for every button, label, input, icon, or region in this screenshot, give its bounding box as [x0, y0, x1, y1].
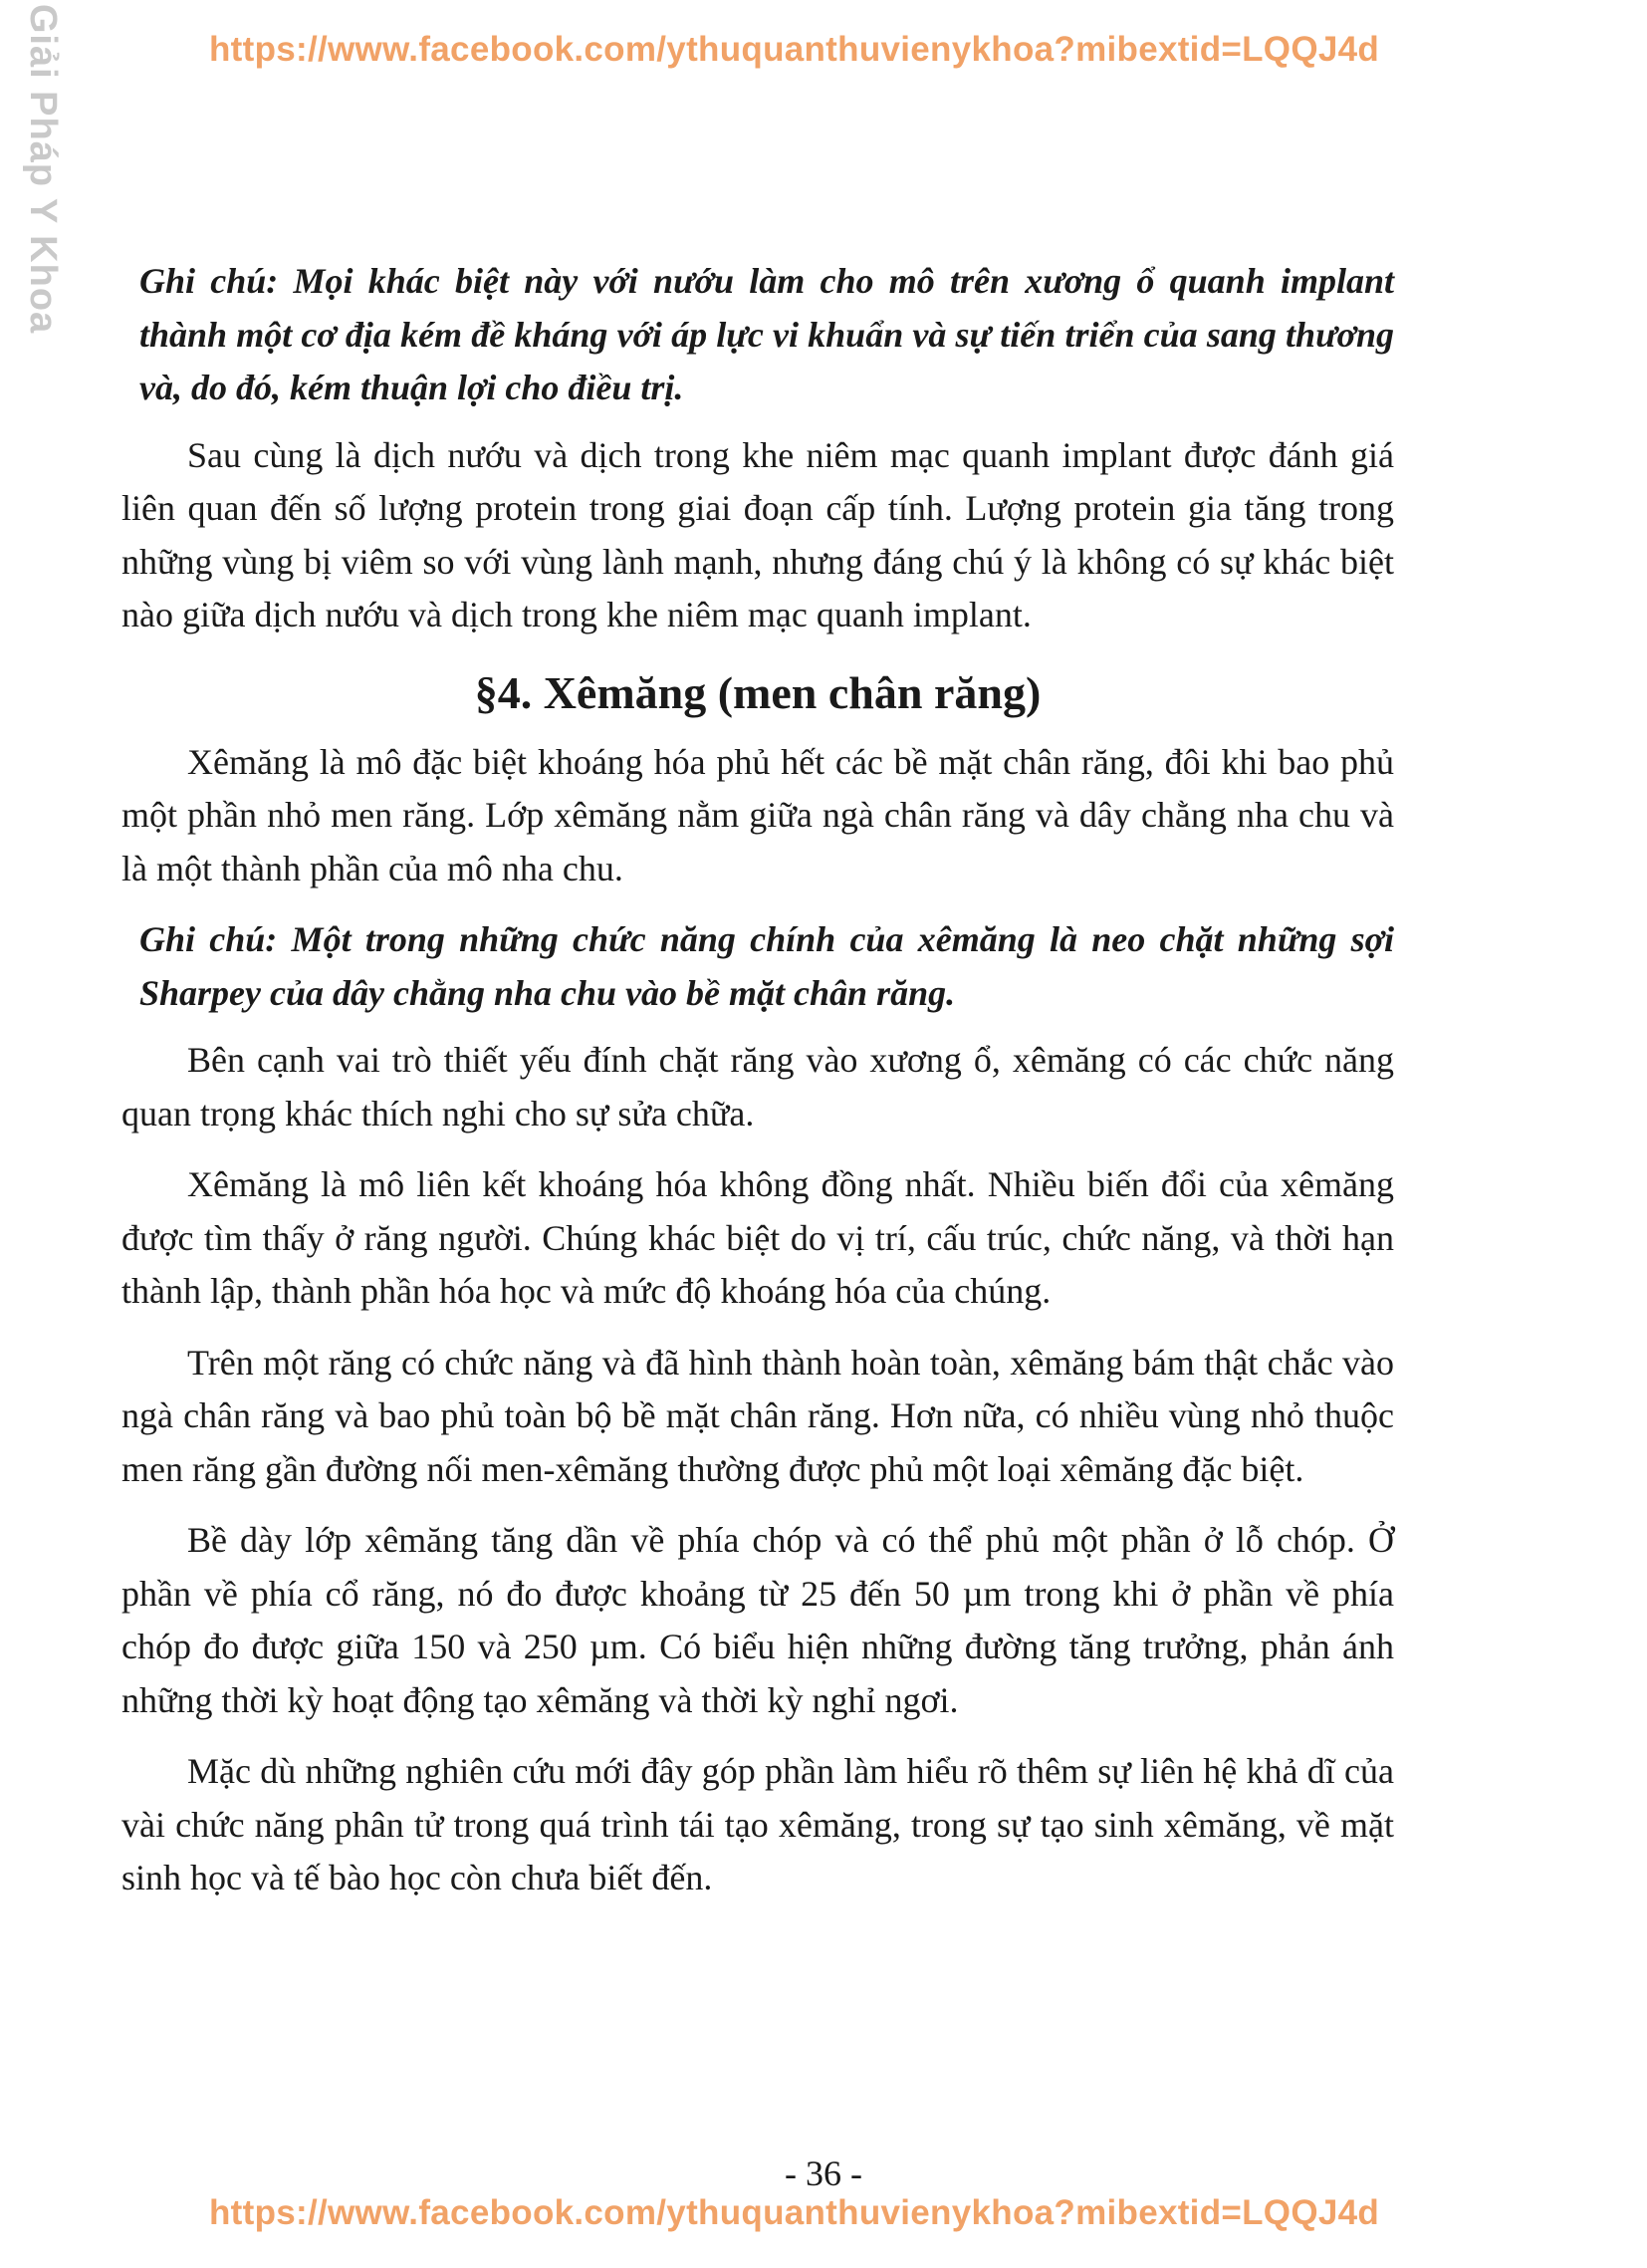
paragraph-6: Bề dày lớp xêmăng tăng dần về phía chóp và có thể phủ một phần ở lỗ chóp. Ở phần về phía cổ răng, nó đo được khoảng từ 25 đến 50 µm trong khi ở phần về phía chóp đo được giữa 150 và 250 µm. Có biểu hiện những đường tăng trưởng, phản ánh những thời kỳ hoạt động tạo xêmăng và thời kỳ nghỉ ngơi.	[121, 1520, 1394, 1720]
paragraph-7: Mặc dù những nghiên cứu mới đây góp phần làm hiểu rõ thêm sự liên hệ khả dĩ của vài chức năng phân tử trong quá trình tái tạo xêmăng, trong sự tạo sinh xêmăng, về mặt sinh học và tế bào học còn chưa biết đến.	[121, 1751, 1394, 1897]
paragraph-2: Xêmăng là mô đặc biệt khoáng hóa phủ hết các bề mặt chân răng, đôi khi bao phủ một phần nhỏ men răng. Lớp xêmăng nằm giữa ngà chân răng và dây chằng nha chu và là một thành phần của mô nha chu.	[121, 741, 1394, 888]
section-heading: §4. Xêmăng (men chân răng)	[474, 666, 1042, 718]
url-watermark-bottom: https://www.facebook.com/ythuquanthuvienykhoa?mibextid=LQQJ4d	[209, 2193, 1380, 2232]
page-content	[121, 255, 1394, 1923]
url-watermark-top: https://www.facebook.com/ythuquanthuvienykhoa?mibextid=LQQJ4d	[209, 30, 1380, 69]
note-2-label: Ghi chú:	[139, 919, 278, 959]
side-watermark-text: Giải Pháp Y Khoa	[22, 3, 65, 334]
paragraph-1: Sau cùng là dịch nướu và dịch trong khe niêm mạc quanh implant được đánh giá liên quan đến số lượng protein trong giai đoạn cấp tính. Lượng protein gia tăng trong những vùng bị viêm so với vùng lành mạnh, nhưng đáng chú ý là không có sự khác biệt nào giữa dịch nướu và dịch trong khe niêm mạc quanh implant.	[121, 434, 1394, 634]
note-2	[121, 913, 1394, 1020]
note-1-text: Mọi khác biệt này với nướu làm cho mô trên xương ổ quanh implant thành một cơ địa kém đề kháng với áp lực vi khuẩn và sự tiến triển của sang thương và, do đó, kém thuận lợi cho điều trị.	[139, 261, 1394, 407]
note-2-text: Một trong những chức năng chính của xêmăng là neo chặt những sợi Sharpey của dây chằng nha chu vào bề mặt chân răng.	[139, 919, 1395, 1013]
paragraph-3: Bên cạnh vai trò thiết yếu đính chặt răng vào xương ổ, xêmăng có các chức năng quan trọng khác thích nghi cho sự sửa chữa.	[121, 1040, 1394, 1134]
note-1-label: Ghi chú:	[139, 261, 279, 301]
paragraph-5: Trên một răng có chức năng và đã hình thành hoàn toàn, xêmăng bám thật chắc vào ngà chân răng và bao phủ toàn bộ bề mặt chân răng. Hơn nữa, có nhiều vùng nhỏ thuộc men răng gần đường nối men-xêmăng thường được phủ một loại xêmăng đặc biệt.	[121, 1342, 1394, 1489]
paragraph-4: Xêmăng là mô liên kết khoáng hóa không đồng nhất. Nhiều biến đổi của xêmăng được tìm thấy ở răng người. Chúng khác biệt do vị trí, cấu trúc, chức năng, và thời hạn thành lập, thành phần hóa học và mức độ khoáng hóa của chúng.	[121, 1164, 1394, 1311]
note-1	[121, 255, 1394, 415]
side-watermark	[14, 3, 72, 334]
page-number: - 36 -	[785, 2153, 862, 2193]
